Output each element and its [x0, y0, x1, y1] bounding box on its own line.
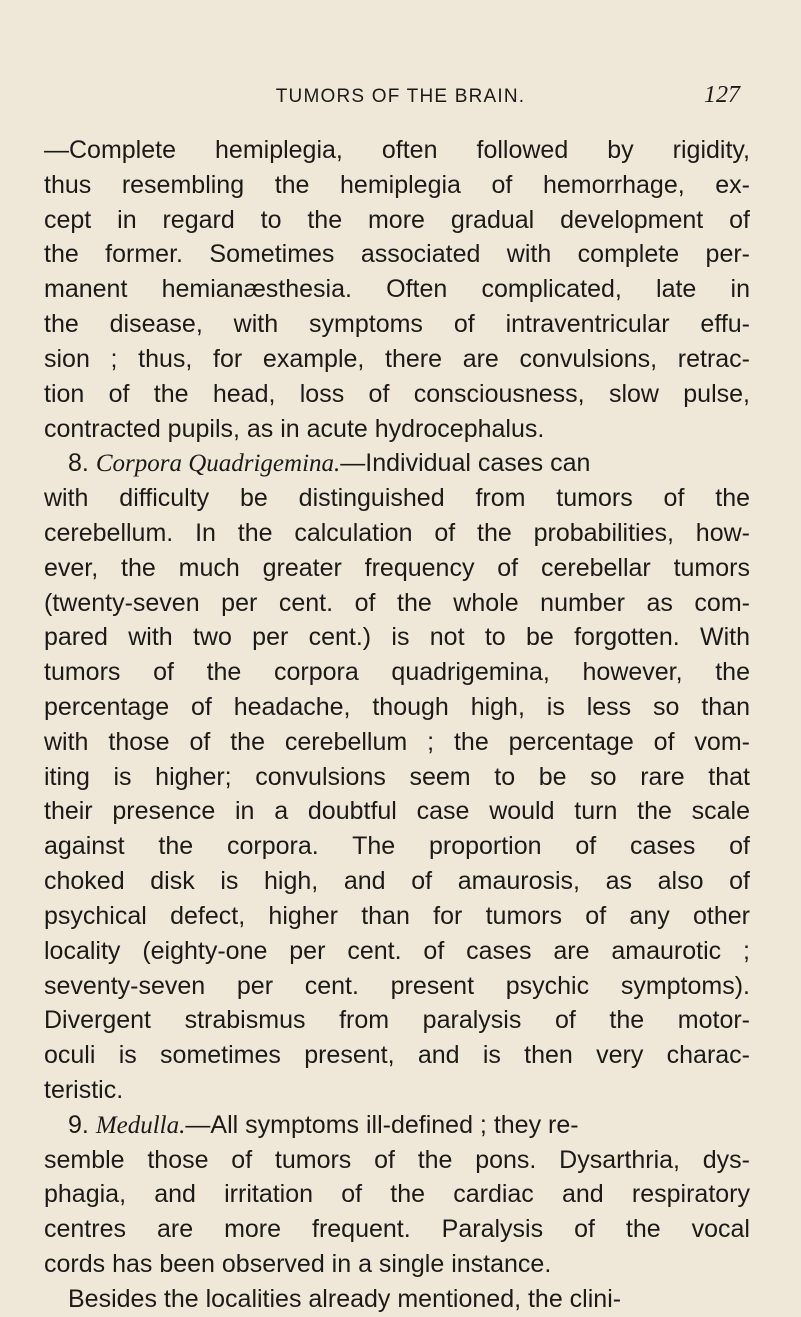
- text-line: centres are more frequent. Paralysis of the vocal: [44, 1215, 750, 1244]
- text-line: the former. Sometimes associated with complete per-: [44, 240, 750, 269]
- text-line: —Complete hemiplegia, often followed by rigidity,: [44, 136, 750, 164]
- section-number: 8.: [68, 449, 89, 478]
- text-line: oculi is sometimes present, and is then very charac-: [44, 1041, 750, 1070]
- body-text: [44, 133, 750, 1317]
- text-line: Besides the localities already mentioned, the clini-: [68, 1284, 622, 1313]
- text-line: Divergent strabismus from paralysis of the motor-: [44, 1006, 750, 1035]
- text-line: teristic.: [44, 1075, 124, 1104]
- text-line: tion of the head, loss of consciousness, slow pulse,: [44, 379, 750, 408]
- section-number: 9.: [68, 1110, 89, 1139]
- text-line: cept in regard to the more gradual development of: [44, 205, 750, 234]
- section-heading-line: [44, 446, 750, 481]
- text-line: cords has been observed in a single instance.: [44, 1250, 552, 1278]
- text-line: cerebellum. In the calculation of the probabilities, how-: [44, 518, 750, 547]
- text-line: their presence in a doubtful case would turn the scale: [44, 797, 750, 826]
- text-line: phagia, and irritation of the cardiac and respiratory: [44, 1180, 750, 1209]
- text-line: pared with two per cent.) is not to be forgotten. With: [44, 623, 750, 652]
- text-line: choked disk is high, and of amaurosis, as also of: [44, 867, 750, 896]
- text-line: seventy-seven per cent. present psychic symptoms).: [44, 971, 750, 1000]
- text-line: with difficulty be distinguished from tumors of the: [44, 484, 750, 513]
- text-line: ever, the much greater frequency of cerebellar tumors: [44, 553, 750, 582]
- section-heading: Corpora Quadrigemina.: [95, 450, 341, 478]
- text-line: percentage of headache, though high, is less so than: [44, 693, 750, 721]
- text-line: sion ; thus, for example, there are convulsions, retrac-: [44, 344, 750, 373]
- running-title: TUMORS OF THE BRAIN.: [275, 86, 526, 107]
- section-heading: Medulla.: [95, 1111, 186, 1139]
- text-line: iting is higher; convulsions seem to be so rare that: [44, 762, 750, 791]
- section-heading-rest: —Individual cases can: [340, 449, 591, 478]
- text-line: against the corpora. The proportion of cases of: [44, 832, 750, 861]
- page-number: 127: [704, 82, 740, 108]
- text-line: the disease, with symptoms of intraventricular effu-: [44, 310, 750, 339]
- text-line: tumors of the corpora quadrigemina, however, the: [44, 658, 750, 687]
- text-line: with those of the cerebellum ; the percentage of vom-: [44, 727, 750, 756]
- text-line: (twenty-seven per cent. of the whole number as com-: [44, 588, 750, 617]
- text-line: semble those of tumors of the pons. Dysarthria, dys-: [44, 1145, 750, 1174]
- text-line: contracted pupils, as in acute hydrocephalus.: [44, 414, 545, 443]
- text-line: manent hemianæsthesia. Often complicated, late in: [44, 275, 750, 304]
- text-line: psychical defect, higher than for tumors of any other: [44, 901, 750, 930]
- text-line: locality (eighty-one per cent. of cases are amaurotic ;: [44, 936, 750, 965]
- section-heading-rest: —All symptoms ill-defined ; they re-: [185, 1110, 579, 1139]
- text-line: thus resembling the hemiplegia of hemorrhage, ex-: [44, 170, 750, 199]
- running-head: [0, 82, 801, 116]
- section-heading-line: [44, 1108, 750, 1143]
